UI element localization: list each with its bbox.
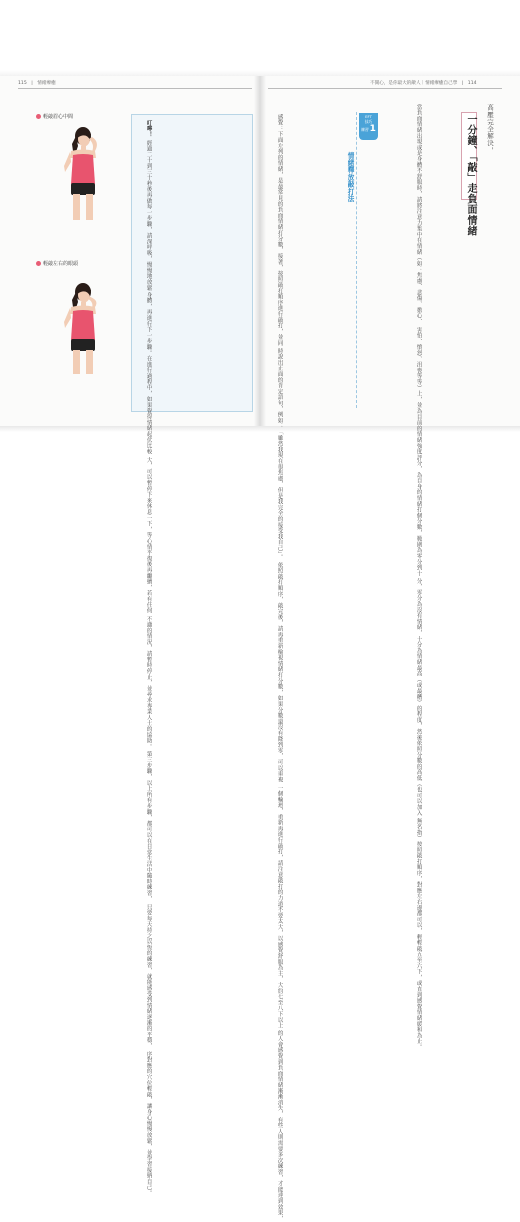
intro-col-3: 無名指）按照敲打順序，對應左右邊都可以，輕輕敲五至六下，或直到感覺情緒緩和為止。 xyxy=(415,818,422,1050)
left-header-rule xyxy=(18,88,252,89)
page-bottom-shadow xyxy=(0,426,520,432)
left-page-header xyxy=(18,80,56,86)
tip-badge-label: 練習 xyxy=(361,127,369,132)
intro-col-0: 當負面情緒出現或是身體不舒服時，請將注意力集中在情緒（如：焦慮、悲傷、擔心、 xyxy=(415,104,422,325)
left-text-col-3: 大，可以暫停下來休息一下，等心情平復後再繼續，若有任何 xyxy=(145,457,152,614)
lead-text: 高壓完全解決， xyxy=(486,104,494,154)
left-page-number: 115 xyxy=(18,81,27,86)
right-header-rule xyxy=(268,88,502,89)
bullet-dot-icon xyxy=(36,261,41,266)
left-text-col-5: 第三步驟，以上所有步驟，都可以在日常生活中隨時練習， xyxy=(145,751,152,903)
intro-text-block xyxy=(414,104,422,1050)
tip-col-4: 的人會感覺到負面情緒漸漸消失，有些人則需要多次練習，才能達到效果， xyxy=(276,1030,283,1222)
tip-badge-number: 1 xyxy=(369,124,376,134)
right-running-head: 不開心，是你最大的敵人｜情緒療癒自己學 xyxy=(370,81,458,86)
right-page-header xyxy=(370,80,477,86)
tip-badge xyxy=(359,113,378,140)
section-heading: 情緒釋放敲打法 xyxy=(346,152,354,203)
tip-badge-top: EFT xyxy=(365,114,372,119)
left-text-col-1: 經過二十到三十秒後再做每一步驟，請深呼吸，慢慢地放鬆 xyxy=(145,139,152,291)
woman-tapping-eyes-figure xyxy=(40,278,126,378)
tip-col-2: 依照敲打順序，敲完後，請再重新檢視情緒打分數，如果分數還沒有降到零，可以重複 xyxy=(276,562,283,783)
left-text-col-2: 身體，再進行下一步驟。在進行過程中，如果覺得情緒起伏比較 xyxy=(145,292,152,455)
left-running-head: 情緒療癒 xyxy=(37,81,56,86)
woman-tapping-forehead-figure xyxy=(40,122,126,222)
left-text-col-0: 叮嚀！ xyxy=(145,120,152,138)
left-text-block xyxy=(136,120,152,1197)
tip-text-block xyxy=(275,114,283,1222)
bullet-dot-icon xyxy=(36,114,41,119)
caption-2: 輕敲左右的眼頭 xyxy=(36,260,78,267)
tip-col-1: 時說出正面的肯定語句，例如：「雖然我現在很焦慮，但是我完全的接受我自己」。 xyxy=(276,348,283,561)
right-page-number: 114 xyxy=(467,81,477,86)
photo-tap-eyebrow-center xyxy=(40,122,126,222)
header-separator: | xyxy=(31,81,33,86)
tip-divider-right xyxy=(356,112,357,408)
left-text-col-6: 只要每天持之以恆的練習，就能感受到情緒逐漸的平穩， xyxy=(145,904,152,1050)
tip-col-3: 一個輪迴，重新再進行敲打，請注意敲打的力道不要太大，以感覺舒服為主，大約七至八下以上 xyxy=(276,784,283,1029)
left-text-col-7: 序對應的穴位輕敲，讓身心慢慢放鬆，並學習接納自己。 xyxy=(145,1051,152,1197)
photo-tap-inner-eye xyxy=(40,278,126,378)
caption-1: 輕敲眉心中間 xyxy=(36,113,73,120)
page-title: 一分鐘、「敲」走負面情緒 xyxy=(465,114,476,237)
intro-col-2: 分，零分為沒有情緒，十分為情緒最高（或最糟）的程度，然後依照分數的高低（也可以加入 xyxy=(415,578,422,816)
tip-badge-mid: 技巧 xyxy=(364,118,373,124)
tip-col-0: 感覺：下面左列的情緒，是最常見的負面情緒打分數，接著，按照敲打順序進行敲打，並同 xyxy=(276,114,283,346)
book-gutter xyxy=(254,76,266,428)
intro-col-1: 害怕、憤怒、沮喪等等）上，並為目前的情緒強度評分，為自身的情緒打個分數，範圍為零分到十 xyxy=(415,326,422,576)
header-separator: | xyxy=(461,81,464,86)
left-text-col-4: 不適的情況，請暫時停止，並尋求專業人士的協助。 xyxy=(145,615,152,750)
